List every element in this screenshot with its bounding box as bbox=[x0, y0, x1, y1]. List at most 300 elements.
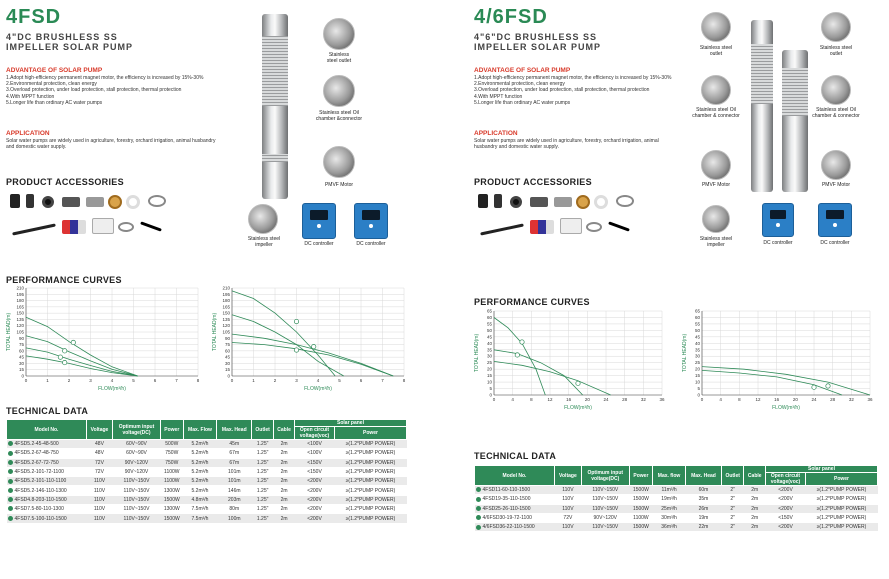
table-cell: 110V bbox=[555, 486, 582, 495]
table-cell: <200V bbox=[295, 486, 335, 495]
table-cell: 4.8m³/h bbox=[183, 495, 217, 504]
model-text: 4/6FSD36-22-110-1500 bbox=[482, 524, 535, 531]
table-cell: 90V~120V bbox=[112, 458, 160, 467]
y-tick-label: 30 bbox=[224, 360, 230, 366]
table-cell: 2" bbox=[721, 486, 744, 495]
table-row bbox=[7, 467, 407, 476]
table-cell: 101m bbox=[217, 477, 252, 486]
table-cell: <100V bbox=[295, 440, 335, 449]
accessory-4 bbox=[62, 197, 80, 207]
table-row bbox=[7, 458, 407, 467]
label-oil-chamber-2: Stainless steel Oil chamber & connector bbox=[812, 107, 860, 119]
table-row bbox=[7, 495, 407, 504]
table-cell: <200V bbox=[295, 514, 335, 523]
cell-model bbox=[475, 495, 555, 504]
table-row bbox=[7, 514, 407, 523]
y-tick-label: 45 bbox=[694, 334, 700, 340]
table-cell: 11m³/h bbox=[653, 486, 686, 495]
th-solar: Solar panel bbox=[766, 466, 878, 473]
right-curves-heading: PERFORMANCE CURVES bbox=[474, 297, 590, 307]
th-solar-power: Power bbox=[806, 473, 878, 486]
cell-model bbox=[475, 504, 555, 513]
accessory-2 bbox=[494, 194, 502, 208]
y-tick-label: 60 bbox=[694, 314, 700, 320]
table-cell: <100V bbox=[295, 449, 335, 458]
table-cell: <200V bbox=[766, 523, 806, 532]
table-cell: 80m bbox=[217, 505, 252, 514]
y-tick-label: 35 bbox=[694, 347, 700, 353]
x-tick-label: 28 bbox=[830, 397, 836, 402]
accessory-1 bbox=[10, 194, 20, 208]
y-tick-label: 150 bbox=[16, 310, 24, 316]
oil-chamber-image bbox=[323, 75, 355, 107]
table-cell: 72V bbox=[87, 467, 113, 476]
table-row bbox=[7, 440, 407, 449]
table-cell: 1500W bbox=[629, 504, 652, 513]
th-model: Model No. bbox=[7, 420, 87, 440]
table-cell: 60m bbox=[686, 486, 722, 495]
th-head: Max. Head bbox=[217, 420, 252, 440]
table-cell: 1100W bbox=[160, 477, 183, 486]
x-tick-label: 8 bbox=[738, 397, 741, 402]
model-text: 4FSD11-60-110-1500 bbox=[482, 487, 531, 494]
y-tick-label: 30 bbox=[486, 353, 492, 359]
table-row bbox=[7, 486, 407, 495]
x-tick-label: 20 bbox=[584, 397, 590, 402]
y-axis-label: TOTAL HEAD(m) bbox=[6, 312, 12, 352]
table-cell: <200V bbox=[295, 505, 335, 514]
model-text: 4FSD5.2-45-48-500 bbox=[14, 441, 59, 448]
x-tick-label: 0 bbox=[230, 378, 234, 383]
table-cell: 5.2m³/h bbox=[183, 467, 217, 476]
cell-model bbox=[475, 523, 555, 532]
x-tick-label: 4 bbox=[511, 397, 514, 402]
advantage-item: 2.Environmental protection, clean energy bbox=[474, 81, 565, 88]
y-tick-label: 120 bbox=[222, 323, 230, 329]
th-outlet: Outlet bbox=[252, 420, 274, 440]
table-cell: 1.25" bbox=[252, 458, 274, 467]
row-bullet-icon bbox=[8, 460, 13, 465]
y-tick-label: 50 bbox=[694, 327, 700, 333]
table-cell: 67m bbox=[217, 458, 252, 467]
advantage-item: 3.Overload protection, under load protection, stall protection, thermal protection bbox=[6, 87, 182, 94]
advantage-item: 4.With MPPT function bbox=[474, 93, 523, 100]
table-cell: 1.25" bbox=[252, 514, 274, 523]
table-cell: 5.2m³/h bbox=[183, 477, 217, 486]
y-tick-label: 60 bbox=[486, 314, 492, 320]
right-application-text: Solar water pumps are widely used in agriculture, forestry, orchard irrigation, animal husbandry and domestic water supply. bbox=[474, 138, 659, 151]
x-tick-label: 24 bbox=[811, 397, 817, 402]
model-text: 4FSD5.2-101-110-1100 bbox=[14, 478, 67, 485]
x-tick-label: 20 bbox=[792, 397, 798, 402]
table-cell: 30m³/h bbox=[653, 513, 686, 522]
table-cell: ≥(1.2*PUMP POWER) bbox=[335, 467, 407, 476]
table-cell: 1.25" bbox=[252, 440, 274, 449]
y-tick-label: 120 bbox=[16, 323, 24, 329]
y-tick-label: 30 bbox=[694, 353, 700, 359]
chart-4fsd-b bbox=[210, 284, 410, 392]
x-tick-label: 0 bbox=[700, 397, 704, 402]
label-impeller-r: Stainless steel impeller bbox=[699, 236, 733, 248]
controller-image-r2 bbox=[818, 203, 852, 237]
model-text: 4FSD19-35-110-1500 bbox=[482, 496, 531, 503]
table-row bbox=[7, 449, 407, 458]
accessory-7 bbox=[126, 195, 140, 209]
table-cell: 2m bbox=[274, 458, 295, 467]
x-tick-label: 8 bbox=[196, 378, 200, 383]
th-solar-power: Power bbox=[335, 427, 407, 440]
table-cell: 1500W bbox=[629, 523, 652, 532]
th-cable: Cable bbox=[744, 466, 766, 486]
row-bullet-icon bbox=[476, 515, 481, 520]
table-cell: 110V~150V bbox=[112, 505, 160, 514]
x-tick-label: 16 bbox=[774, 397, 780, 402]
accessory-9 bbox=[12, 223, 56, 235]
left-subtitle-1: 4"DC BRUSHLESS SS bbox=[6, 32, 118, 42]
left-tech-table bbox=[6, 419, 407, 524]
cell-model bbox=[7, 514, 87, 523]
series-marker bbox=[826, 384, 830, 388]
chart-46fsd-a bbox=[472, 307, 668, 411]
x-axis-label: FLOW(m³/h) bbox=[772, 405, 800, 411]
y-tick-label: 5 bbox=[697, 386, 700, 392]
y-tick-label: 40 bbox=[486, 340, 492, 346]
table-row bbox=[475, 513, 878, 522]
series-line bbox=[702, 370, 842, 395]
table-cell: 1100W bbox=[160, 467, 183, 476]
pump-image-4inch bbox=[751, 20, 773, 192]
x-tick-label: 3 bbox=[295, 378, 298, 383]
controller-image-1 bbox=[302, 203, 336, 239]
table-cell: 5.2m³/h bbox=[183, 458, 217, 467]
label-motor: PMVF Motor bbox=[324, 182, 354, 188]
table-cell: 2" bbox=[721, 523, 744, 532]
x-tick-label: 6 bbox=[359, 378, 363, 383]
th-voc: Open circuit voltage(voc) bbox=[766, 473, 806, 486]
y-tick-label: 0 bbox=[697, 392, 700, 398]
table-cell: 90V~120V bbox=[581, 513, 629, 522]
series-marker bbox=[520, 340, 524, 344]
series-line bbox=[26, 317, 138, 376]
y-tick-label: 25 bbox=[694, 360, 700, 366]
right-application-heading: APPLICATION bbox=[474, 130, 518, 137]
table-cell: <200V bbox=[295, 495, 335, 504]
table-cell: <200V bbox=[766, 486, 806, 495]
table-cell: 1.25" bbox=[252, 505, 274, 514]
table-cell: 110V~150V bbox=[112, 477, 160, 486]
x-tick-label: 36 bbox=[659, 397, 665, 402]
x-tick-label: 16 bbox=[566, 397, 572, 402]
x-tick-label: 32 bbox=[848, 397, 854, 402]
advantage-item: 5.Longer life than ordinary AC water pumps bbox=[6, 99, 103, 106]
accessory-9 bbox=[480, 223, 524, 235]
table-cell: 110V bbox=[87, 486, 113, 495]
table-cell: 19m bbox=[686, 513, 722, 522]
y-tick-label: 45 bbox=[486, 334, 492, 340]
x-tick-label: 4 bbox=[110, 378, 114, 383]
table-cell: 110V~150V bbox=[581, 504, 629, 513]
th-cable: Cable bbox=[274, 420, 295, 440]
table-cell: 48V bbox=[87, 449, 113, 458]
table-cell: ≥(1.2*PUMP POWER) bbox=[335, 505, 407, 514]
x-tick-label: 24 bbox=[603, 397, 609, 402]
chart-4fsd-a bbox=[4, 284, 204, 392]
table-cell: <150V bbox=[766, 513, 806, 522]
table-cell: 1.25" bbox=[252, 495, 274, 504]
table-cell: ≥(1.2*PUMP POWER) bbox=[335, 477, 407, 486]
left-title: 4FSD bbox=[6, 6, 62, 28]
accessory-5 bbox=[554, 197, 572, 207]
accessory-13 bbox=[140, 221, 162, 231]
table-cell: ≥(1.2*PUMP POWER) bbox=[806, 486, 878, 495]
table-cell: 2" bbox=[721, 513, 744, 522]
table-row bbox=[475, 523, 878, 532]
table-cell: 2m bbox=[744, 513, 766, 522]
right-subtitle-2: IMPELLER SOLAR PUMP bbox=[474, 42, 602, 52]
table-cell: 110V bbox=[87, 477, 113, 486]
series-marker bbox=[63, 349, 67, 353]
model-text: 4/6FSD30-19-72-1100 bbox=[482, 515, 532, 522]
y-tick-label: 20 bbox=[486, 366, 492, 372]
x-axis-label: FLOW(m³/h) bbox=[564, 405, 592, 411]
series-marker bbox=[576, 381, 580, 385]
table-row bbox=[475, 495, 878, 504]
row-bullet-icon bbox=[476, 487, 481, 492]
table-cell: 110V bbox=[87, 505, 113, 514]
cell-model bbox=[475, 513, 555, 522]
table-cell: 2m bbox=[744, 495, 766, 504]
table-cell: 5.2m³/h bbox=[183, 486, 217, 495]
table-cell: ≥(1.2*PUMP POWER) bbox=[335, 486, 407, 495]
th-voc: Open circuit voltage(voc) bbox=[295, 427, 335, 440]
series-line bbox=[702, 367, 870, 395]
x-tick-label: 12 bbox=[755, 397, 761, 402]
accessory-11 bbox=[560, 218, 582, 234]
y-tick-label: 25 bbox=[486, 360, 492, 366]
table-cell: 60V~90V bbox=[112, 449, 160, 458]
accessory-7 bbox=[594, 195, 608, 209]
table-cell: 500W bbox=[160, 440, 183, 449]
y-tick-label: 10 bbox=[486, 379, 492, 385]
cell-model bbox=[7, 486, 87, 495]
label-outlet: Stainless steel outlet bbox=[326, 52, 352, 64]
y-tick-label: 40 bbox=[694, 340, 700, 346]
y-tick-label: 15 bbox=[694, 373, 700, 379]
cell-model bbox=[7, 495, 87, 504]
model-text: 4FSD5.2-146-110-1300 bbox=[14, 487, 67, 494]
y-tick-label: 15 bbox=[486, 373, 492, 379]
cell-model bbox=[7, 440, 87, 449]
y-tick-label: 135 bbox=[222, 316, 230, 322]
table-cell: 2m bbox=[274, 449, 295, 458]
x-tick-label: 8 bbox=[530, 397, 533, 402]
y-axis-label: TOTAL HEAD(m) bbox=[212, 312, 218, 352]
table-cell: 750W bbox=[160, 458, 183, 467]
controller-image-r1 bbox=[762, 203, 794, 237]
label-oil-chamber: Stainless steel Oil chamber &connector bbox=[315, 110, 363, 122]
table-cell: ≥(1.2*PUMP POWER) bbox=[335, 458, 407, 467]
table-cell: ≥(1.2*PUMP POWER) bbox=[806, 504, 878, 513]
table-cell: 2m bbox=[744, 486, 766, 495]
x-tick-label: 0 bbox=[24, 378, 28, 383]
series-marker bbox=[58, 355, 62, 359]
table-cell: 5.2m³/h bbox=[183, 449, 217, 458]
y-tick-label: 210 bbox=[16, 285, 24, 291]
x-axis-label: FLOW(m³/h) bbox=[304, 386, 332, 392]
table-cell: 2m bbox=[274, 440, 295, 449]
table-cell: 110V bbox=[555, 495, 582, 504]
left-application-text: Solar water pumps are widely used in agriculture, forestry, orchard irrigation, animal husbandry and domestic water supply. bbox=[6, 138, 216, 151]
cell-model bbox=[475, 486, 555, 495]
table-cell: <150V bbox=[295, 467, 335, 476]
table-cell: 7.5m³/h bbox=[183, 505, 217, 514]
table-cell: 60V~90V bbox=[112, 440, 160, 449]
table-cell: 146m bbox=[217, 486, 252, 495]
table-cell: 2m bbox=[274, 505, 295, 514]
label-outlet-2: Stainless steel outlet bbox=[819, 45, 853, 57]
table-cell: <150V bbox=[295, 458, 335, 467]
row-bullet-icon bbox=[8, 488, 13, 493]
y-tick-label: 60 bbox=[224, 348, 230, 354]
series-line bbox=[494, 350, 583, 395]
y-tick-label: 135 bbox=[16, 316, 24, 322]
table-row bbox=[7, 477, 407, 486]
y-tick-label: 0 bbox=[21, 373, 24, 379]
table-cell: 26m bbox=[686, 504, 722, 513]
table-cell: 2" bbox=[721, 495, 744, 504]
label-impeller: Stainless steel impeller bbox=[247, 236, 281, 248]
left-curves-heading: PERFORMANCE CURVES bbox=[6, 275, 122, 285]
series-marker bbox=[812, 385, 816, 389]
cell-model bbox=[7, 458, 87, 467]
accessory-1 bbox=[478, 194, 488, 208]
label-controller-2: DC controller bbox=[356, 241, 386, 247]
motor-image bbox=[323, 146, 355, 178]
x-tick-label: 6 bbox=[153, 378, 157, 383]
table-cell: 1.25" bbox=[252, 486, 274, 495]
label-controller-r1: DC controller bbox=[763, 240, 793, 246]
th-opt-voltage: Optimum input voltage(DC) bbox=[581, 466, 629, 486]
accessory-3 bbox=[510, 196, 522, 208]
advantage-item: 3.Overload protection, under load protection, stall protection, thermal protection bbox=[474, 87, 650, 94]
model-text: 4FSD5.2-67-48-750 bbox=[14, 450, 59, 457]
model-text: 4FSD4.8-203-110-1500 bbox=[14, 496, 67, 503]
oil-chamber-image-1 bbox=[701, 75, 731, 105]
table-cell: ≥(1.2*PUMP POWER) bbox=[806, 513, 878, 522]
row-bullet-icon bbox=[8, 469, 13, 474]
series-marker bbox=[63, 360, 67, 364]
table-cell: 72V bbox=[87, 458, 113, 467]
model-text: 4FSD25-26-110-1500 bbox=[482, 505, 531, 512]
x-tick-label: 8 bbox=[402, 378, 406, 383]
row-bullet-icon bbox=[476, 525, 481, 530]
y-tick-label: 55 bbox=[486, 321, 492, 327]
table-cell: ≥(1.2*PUMP POWER) bbox=[335, 514, 407, 523]
table-cell: 2m bbox=[744, 504, 766, 513]
y-tick-label: 195 bbox=[222, 291, 230, 297]
y-tick-label: 45 bbox=[224, 354, 230, 360]
advantage-item: 1.Adopt high-efficiency permanent magnet motor, the efficiency is increased by 15%-30% bbox=[474, 75, 672, 81]
th-voltage: Voltage bbox=[555, 466, 582, 486]
y-tick-label: 35 bbox=[486, 347, 492, 353]
table-cell: 2m bbox=[744, 523, 766, 532]
th-flow: Max. flow bbox=[653, 466, 686, 486]
y-tick-label: 65 bbox=[486, 308, 492, 314]
label-motor-2: PMVF Motor bbox=[821, 182, 851, 188]
x-tick-label: 1 bbox=[252, 378, 255, 383]
x-axis-label: FLOW(m³/h) bbox=[98, 386, 126, 392]
right-subtitle-1: 4"6"DC BRUSHLESS SS bbox=[474, 32, 598, 42]
table-cell: 110V~150V bbox=[112, 486, 160, 495]
table-cell: <200V bbox=[766, 495, 806, 504]
table-cell: 19m³/h bbox=[653, 495, 686, 504]
table-cell: 22m bbox=[686, 523, 722, 532]
impeller-image-r bbox=[702, 205, 730, 233]
right-accessories-heading: PRODUCT ACCESSORIES bbox=[474, 177, 592, 187]
accessory-13 bbox=[608, 221, 630, 231]
table-cell: 110V bbox=[555, 504, 582, 513]
x-tick-label: 7 bbox=[175, 378, 178, 383]
table-row bbox=[7, 505, 407, 514]
table-cell: 1500W bbox=[629, 486, 652, 495]
pump-image bbox=[262, 14, 288, 199]
accessory-3 bbox=[42, 196, 54, 208]
accessory-11 bbox=[92, 218, 114, 234]
accessory-10 bbox=[530, 220, 554, 234]
y-tick-label: 180 bbox=[222, 298, 230, 304]
accessory-4 bbox=[530, 197, 548, 207]
x-tick-label: 2 bbox=[67, 378, 71, 383]
accessory-10 bbox=[62, 220, 86, 234]
controller-image-2 bbox=[354, 203, 388, 239]
label-controller-r2: DC controller bbox=[820, 240, 850, 246]
th-power: Power bbox=[160, 420, 183, 440]
right-tech-heading: TECHNICAL DATA bbox=[474, 451, 557, 461]
table-cell: 2" bbox=[721, 504, 744, 513]
y-tick-label: 15 bbox=[224, 367, 230, 373]
x-tick-label: 2 bbox=[273, 378, 277, 383]
outlet-image-1 bbox=[701, 12, 731, 42]
table-cell: 101m bbox=[217, 467, 252, 476]
table-cell: ≥(1.2*PUMP POWER) bbox=[335, 440, 407, 449]
y-tick-label: 0 bbox=[489, 392, 492, 398]
table-cell: 45m bbox=[217, 440, 252, 449]
chart-46fsd-b bbox=[680, 307, 876, 411]
table-cell: 110V~150V bbox=[581, 523, 629, 532]
cell-model bbox=[7, 449, 87, 458]
th-outlet: Outlet bbox=[721, 466, 744, 486]
table-cell: 1.25" bbox=[252, 477, 274, 486]
label-outlet-1: Stainless steel outlet bbox=[699, 45, 733, 57]
label-motor-1: PMVF Motor bbox=[701, 182, 731, 188]
y-tick-label: 180 bbox=[16, 298, 24, 304]
table-cell: 100m bbox=[217, 514, 252, 523]
label-controller-1: DC controller bbox=[304, 241, 334, 247]
y-tick-label: 165 bbox=[16, 304, 24, 310]
y-tick-label: 0 bbox=[227, 373, 230, 379]
y-tick-label: 195 bbox=[16, 291, 24, 297]
table-cell: 110V bbox=[555, 523, 582, 532]
series-marker bbox=[294, 319, 298, 323]
accessory-8 bbox=[616, 195, 634, 207]
left-tech-heading: TECHNICAL DATA bbox=[6, 406, 89, 416]
x-tick-label: 28 bbox=[622, 397, 628, 402]
x-tick-label: 1 bbox=[46, 378, 49, 383]
y-tick-label: 55 bbox=[694, 321, 700, 327]
cell-model bbox=[7, 467, 87, 476]
y-tick-label: 20 bbox=[694, 366, 700, 372]
series-marker bbox=[515, 353, 519, 357]
